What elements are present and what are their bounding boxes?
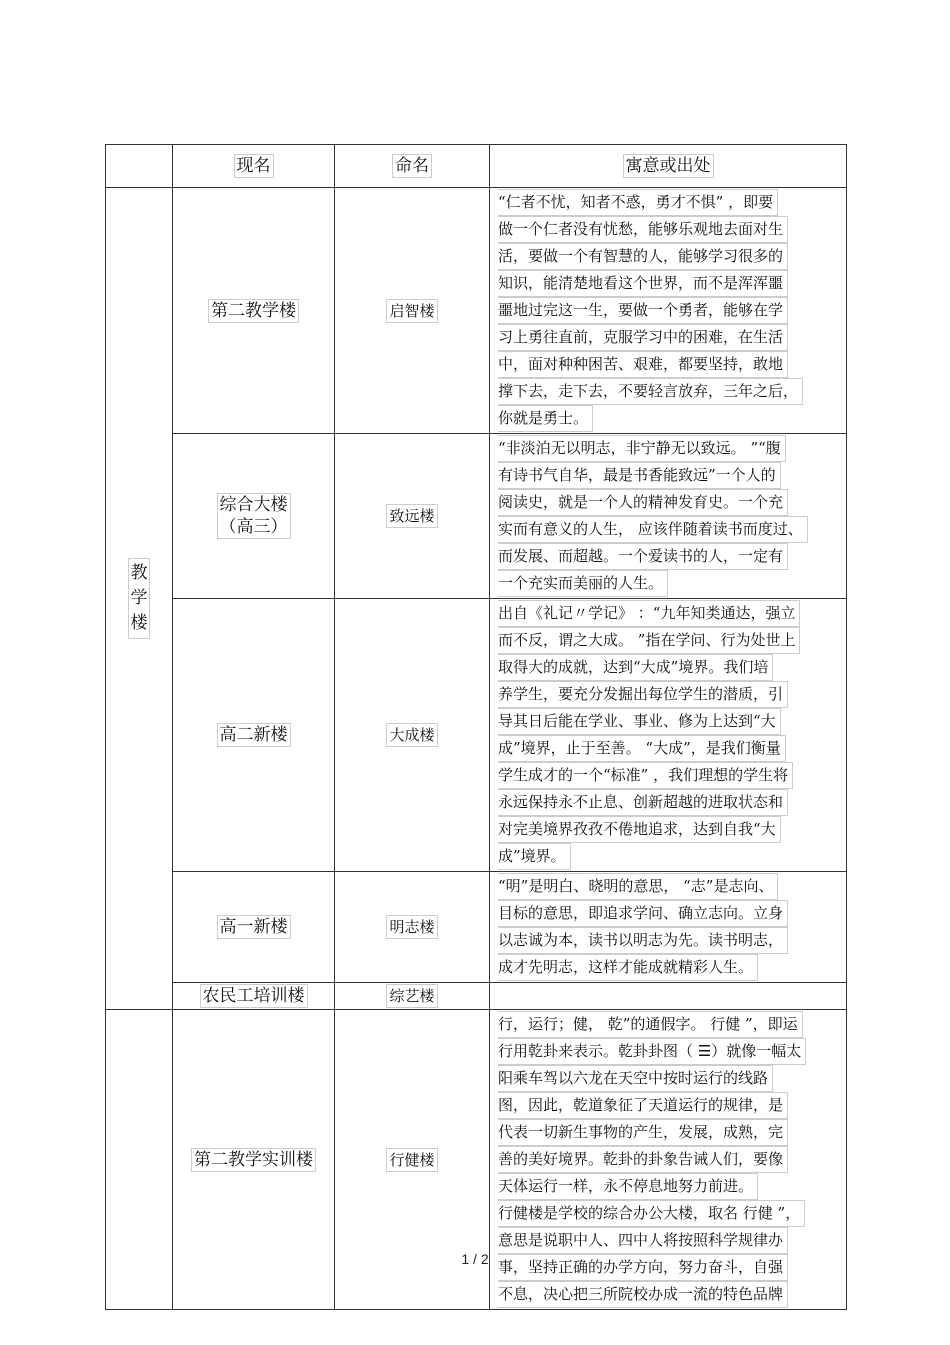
desc-line: 成才先明志，这样才能成就精彩人生。 <box>498 954 758 981</box>
naming-table <box>105 144 847 1310</box>
desc-line: “非淡泊无以明志，非宁静无以致远。 ”“腹 <box>498 435 786 462</box>
desc-line: 有诗书气自华，最是书香能致远”一个人的 <box>498 462 781 489</box>
desc-line: 事，坚持正确的办学方向，努力奋斗，自强 <box>498 1254 788 1281</box>
desc-line: 出自《礼记〃学记》 ：“九年知类通达，强立 <box>498 600 800 627</box>
header-row <box>106 145 847 188</box>
table-row <box>106 599 847 872</box>
group-label-teaching-buildings: 教学楼 <box>106 188 173 1010</box>
table-row <box>106 983 847 1010</box>
meaning-cell <box>490 983 847 1010</box>
page-number: 1 / 2 <box>461 1251 489 1267</box>
new-name-cell: 大成楼 <box>335 599 490 872</box>
desc-line: 天体运行一样，永不停息地努力前进。 <box>498 1173 758 1200</box>
new-name-cell: 综艺楼 <box>335 983 490 1010</box>
desc-line: 以志诚为本，读书以明志为先。读书明志， <box>498 927 788 954</box>
desc-line: 阅读史，就是一个人的精神发育史。一个充 <box>498 489 788 516</box>
current-name-cell: 高二新楼 <box>173 599 335 872</box>
desc-line: 不息，决心把三所院校办成一流的特色品牌 <box>498 1281 788 1308</box>
desc-line: 噩地过完这一生，要做一个勇者，能够在学 <box>498 297 788 324</box>
desc-line: 活，要做一个有智慧的人，能够学习很多的 <box>498 243 788 270</box>
table-row <box>106 188 847 434</box>
current-name-cell: 农民工培训楼 <box>173 983 335 1010</box>
new-name-cell: 行健楼 <box>335 1010 490 1310</box>
desc-line: 善的美好境界。乾卦的卦象告诫人们，要像 <box>498 1146 788 1173</box>
desc-line: 行健楼是学校的综合办公大楼，取名 行健 ”， <box>498 1200 805 1227</box>
desc-line: 你就是勇士。 <box>498 405 593 432</box>
header-new-name: 命名 <box>335 145 490 188</box>
desc-line: 做一个仁者没有忧愁，能够乐观地去面对生 <box>498 216 788 243</box>
desc-line: 永远保持永不止息、创新超越的进取状态和 <box>498 789 788 816</box>
desc-line: 而不反，谓之大成。 ”指在学问、行为处世上 <box>498 627 800 654</box>
desc-line: 对完美境界孜孜不倦地追求，达到自我“大 <box>498 816 781 843</box>
meaning-cell <box>490 599 847 872</box>
header-cell-empty <box>106 145 173 188</box>
desc-line: “仁者不忧，知者不惑，勇才不惧” ，即要 <box>498 189 778 216</box>
desc-line: 成”境界。 <box>498 843 571 870</box>
desc-line: 行，运行；健， 乾”的通假字。 行健 ”，即运 <box>498 1011 803 1038</box>
desc-line: 意思是说职中人、四中人将按照科学规律办 <box>498 1227 788 1254</box>
new-name-cell: 启智楼 <box>335 188 490 434</box>
desc-line: “明”是明白、晓明的意思， “志”是志向、 <box>498 873 778 900</box>
desc-line: 习上勇往直前，克服学习中的困难，在生活 <box>498 324 788 351</box>
desc-line: 阳乘车驾以六龙在天空中按时运行的线路 <box>498 1065 773 1092</box>
desc-line: 知识，能清楚地看这个世界，而不是浑浑噩 <box>498 270 788 297</box>
desc-line: 代表一切新生事物的产生，发展，成熟，完 <box>498 1119 788 1146</box>
current-name-cell: 综合大楼 （高三） <box>173 434 335 599</box>
desc-line: 图，因此，乾道象征了天道运行的规律，是 <box>498 1092 788 1119</box>
current-name-cell: 第二教学楼 <box>173 188 335 434</box>
header-current-name: 现名 <box>173 145 335 188</box>
desc-line: 一个充实而美丽的人生。 <box>498 570 668 597</box>
header-meaning: 寓意或出处 <box>490 145 847 188</box>
desc-line: 目标的意思，即追求学问、确立志向。立身 <box>498 900 788 927</box>
new-name-cell: 致远楼 <box>335 434 490 599</box>
meaning-cell <box>490 434 847 599</box>
desc-line: 养学生，要充分发掘出每位学生的潜质，引 <box>498 681 788 708</box>
meaning-cell <box>490 188 847 434</box>
new-name-cell: 明志楼 <box>335 872 490 983</box>
desc-line: 行用乾卦来表示。乾卦卦图（ ☰）就像一幅太 <box>498 1038 806 1065</box>
table-row <box>106 434 847 599</box>
desc-line: 撑下去，走下去，不要轻言放弃，三年之后， <box>498 378 803 405</box>
desc-line: 中，面对种种困苦、艰难，都要坚持，敢地 <box>498 351 788 378</box>
desc-line: 学生成才的一个“标准” ，我们理想的学生将 <box>498 762 793 789</box>
desc-line: 成”境界，止于至善。 “大成”，是我们衡量 <box>498 735 786 762</box>
current-name-cell: 高一新楼 <box>173 872 335 983</box>
meaning-cell <box>490 872 847 983</box>
current-name-cell: 第二教学实训楼 <box>173 1010 335 1310</box>
desc-line: 取得大的成就，达到“大成”境界。我们培 <box>498 654 773 681</box>
table-row <box>106 872 847 983</box>
desc-line: 而发展、而超越。一个爱读书的人，一定有 <box>498 543 788 570</box>
desc-line: 导其日后能在学业、事业、修为上达到“大 <box>498 708 781 735</box>
desc-line: 实而有意义的人生， 应该伴随着读书而度过、 <box>498 516 808 543</box>
